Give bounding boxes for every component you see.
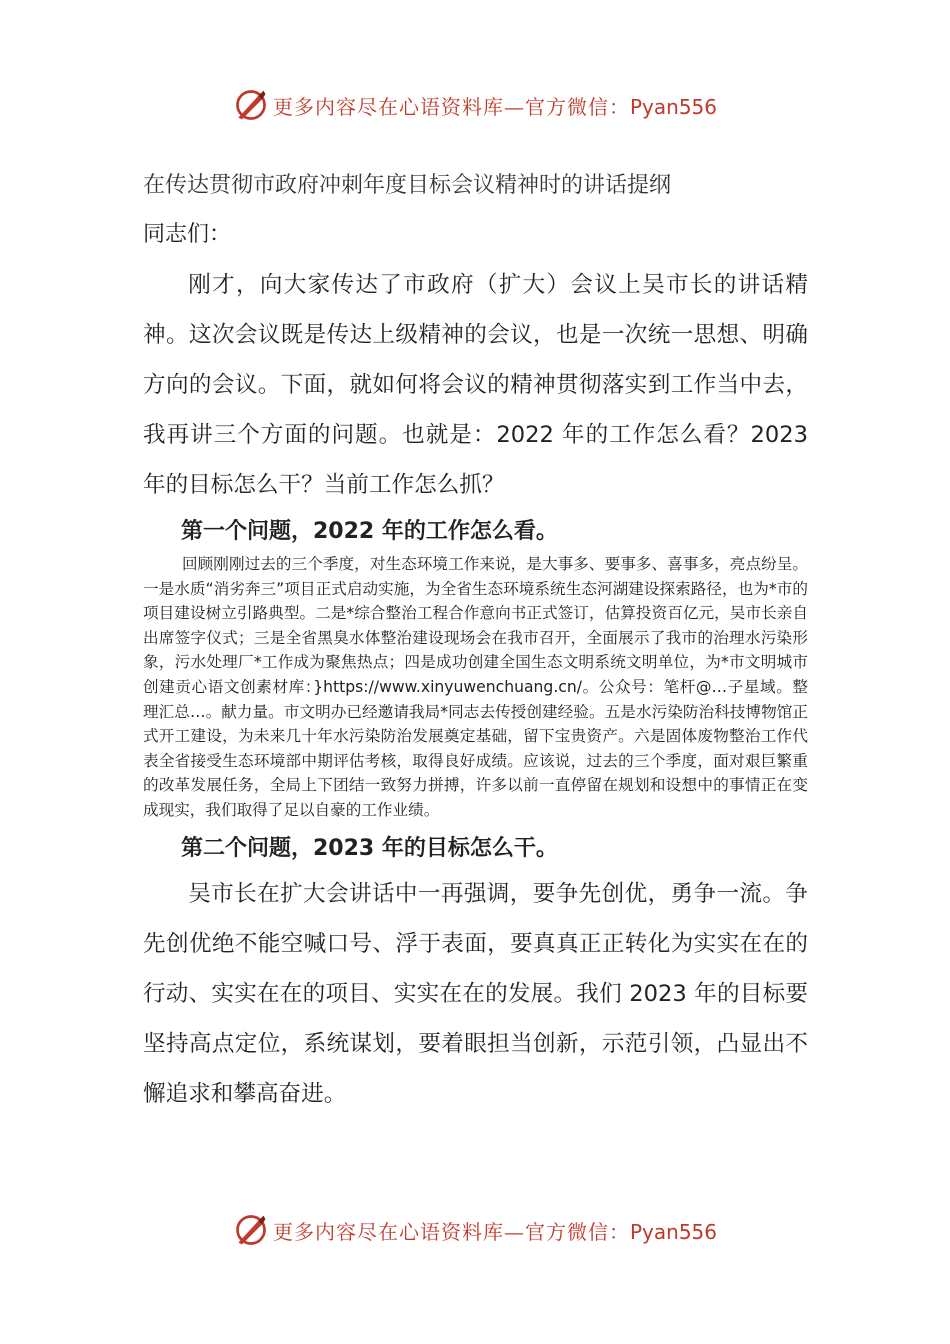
- section1-paragraph: 回顾刚刚过去的三个季度，对生态环境工作来说，是大事多、要事多、喜事多，亮点纷呈。一是水质“消劣奔三”项目正式启动实施，为全省生态环境系统生态河湖建设探索路径，也为*市的项目建设树立引路典型。二是*综合整治工程合作意向书正式签订，估算投资百亿元，吴市长亲自出席签字仪式；三是全省黑臭水体整治建设现场会在我市召开，全面展示了我市的治理水污染形象，污水处理厂*工作成为聚焦热点；四是成功创建全国生态文明系统文明单位，为*市文明城市创建贡心语文创素材库：}https://www.xinyuwenchuang.cn/。公众号：笔杆@…子星域。整理汇总…。献力量。市文明办已经邀请我局*同志去传授创建经验。五是水污染防治科技博物馆正式开工建设，为未来几十年水污染防治发展奠定基础，留下宝贵资产。六是固体废物整治工作代表全省接受生态环境部中期评估考核，取得良好成绩。应该说，过去的三个季度，面对艰巨繁重的改革发展任务，全局上下团结一致努力拼搏，许多以前一直停留在规划和设想中的事情正在变成现实，我们取得了足以自豪的工作业绩。: [143, 555, 808, 819]
- pen-logo-icon: [233, 87, 269, 123]
- header-banner: [0, 85, 950, 125]
- banner-wechat-id: Pyan556: [629, 94, 717, 119]
- pen-logo-icon: [233, 1212, 269, 1248]
- banner-text: 更多内容尽在心语资料库—官方微信：Pyan556: [272, 94, 717, 119]
- banner-text: 更多内容尽在心语资料库—官方微信：Pyan556: [272, 1219, 717, 1244]
- document-title: 在传达贯彻市政府冲刺年度目标会议精神时的讲话提纲: [143, 173, 672, 198]
- document-body: [143, 170, 808, 1119]
- banner-wechat-id: Pyan556: [629, 1219, 717, 1244]
- footer-banner: [0, 1210, 950, 1250]
- section2-paragraph: 吴市长在扩大会讲话中一再强调，要争先创优，勇争一流。争先创优绝不能空喊口号、浮于表面，要真真正正转化为实实在在的行动、实实在在的项目、实实在在的发展。我们 2023 年的目标要坚持高点定位，系统谋划，要着眼担当创新，示范引领，凸显出不懈追求和攀高奋进。: [143, 880, 808, 1107]
- section1-heading: 第一个问题，2022 年的工作怎么看。: [181, 519, 558, 544]
- intro-paragraph: 刚才，向大家传达了市政府（扩大）会议上吴市长的讲话精神。这次会议既是传达上级精神的会议，也是一次统一思想、明确方向的会议。下面，就如何将会议的精神贯彻落实到工作当中去，我再讲三个方面的问题。也就是：2022 年的工作怎么看？2023 年的目标怎么干？当前工作怎么抓？: [143, 272, 808, 498]
- salutation: 同志们：: [143, 222, 232, 247]
- section2-heading: 第二个问题，2023 年的目标怎么干。: [181, 835, 558, 861]
